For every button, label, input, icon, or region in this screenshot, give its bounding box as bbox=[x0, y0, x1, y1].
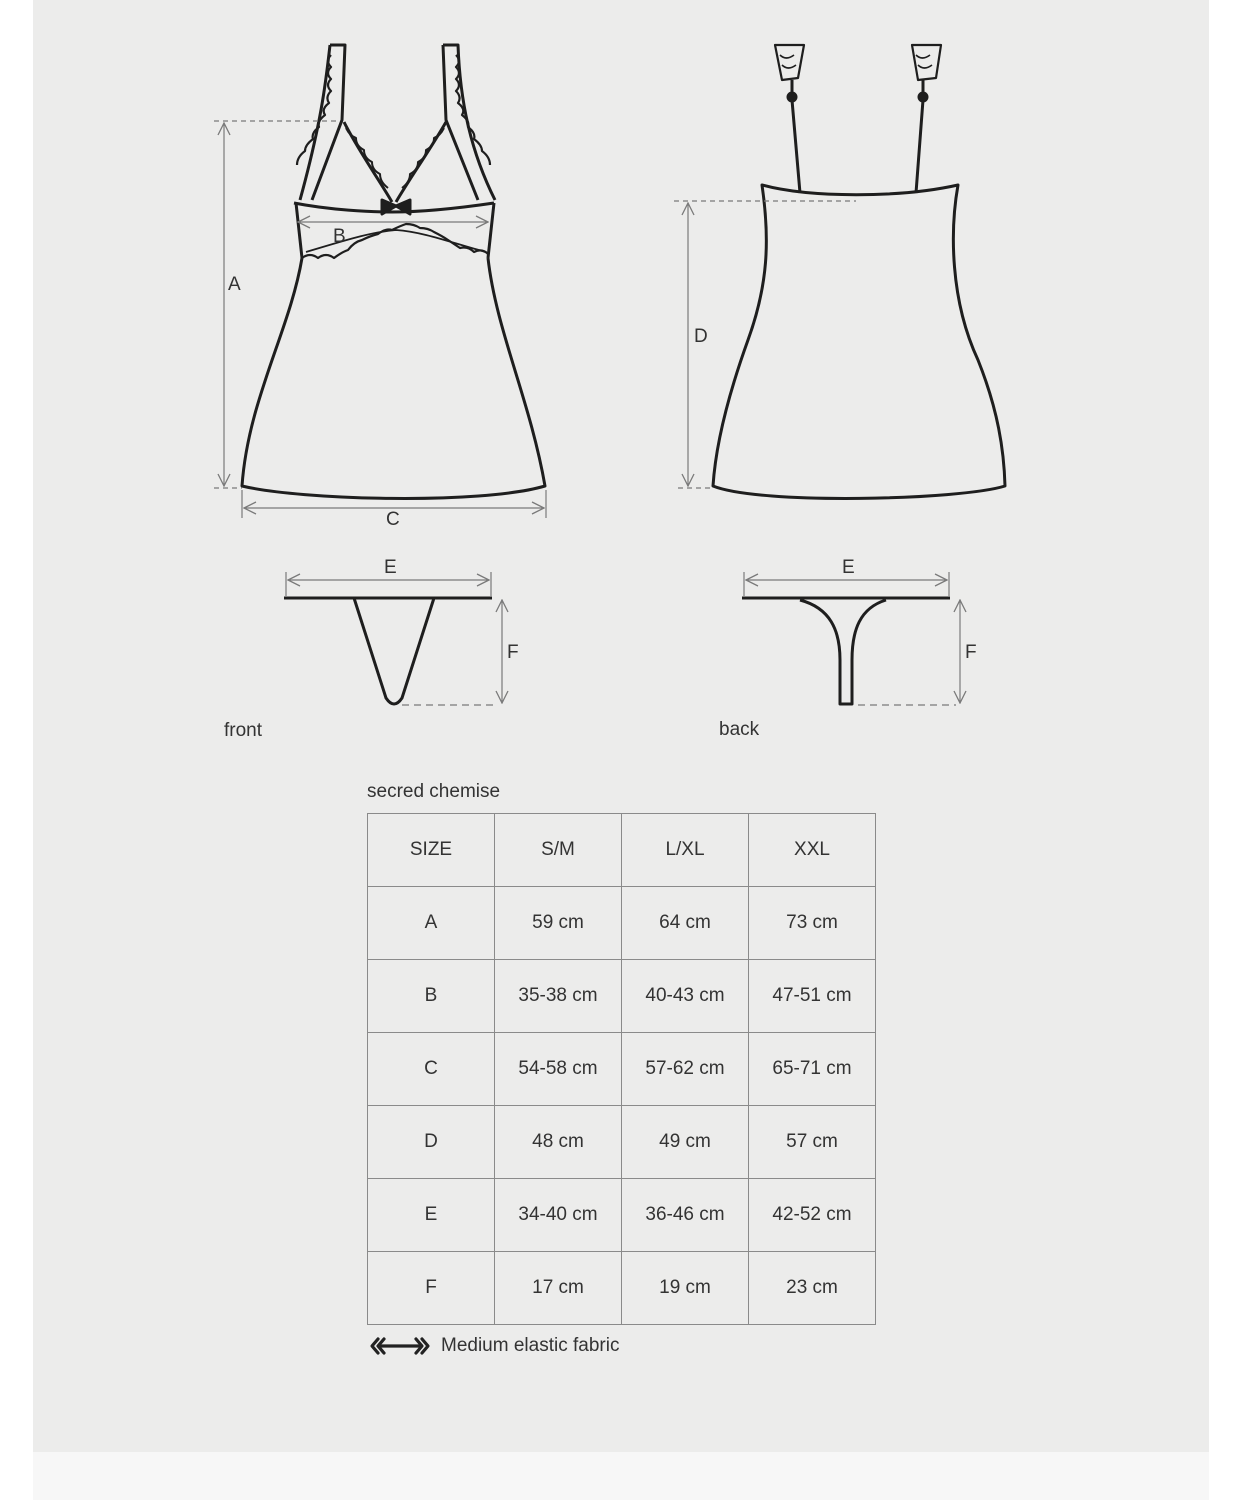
row-label: E bbox=[368, 1179, 495, 1252]
row-label: D bbox=[368, 1106, 495, 1179]
table-row bbox=[368, 1033, 876, 1106]
cell-xxl: 65-71 cm bbox=[749, 1033, 876, 1106]
cell-lxl: 64 cm bbox=[622, 887, 749, 960]
front-view-caption: front bbox=[224, 720, 263, 741]
table-row bbox=[368, 1252, 876, 1325]
header-cell-size: SIZE bbox=[368, 814, 495, 887]
table-row bbox=[368, 960, 876, 1033]
size-chart-table bbox=[367, 813, 876, 1325]
table-row bbox=[368, 887, 876, 960]
back-view-caption: back bbox=[719, 719, 760, 740]
row-label: A bbox=[368, 887, 495, 960]
cell-sm: 34-40 cm bbox=[495, 1179, 622, 1252]
cell-xxl: 47-51 cm bbox=[749, 960, 876, 1033]
back-thong-drawing bbox=[742, 598, 950, 704]
size-chart-title: secred chemise bbox=[367, 781, 501, 802]
row-label: B bbox=[368, 960, 495, 1033]
cell-sm: 59 cm bbox=[495, 887, 622, 960]
cell-lxl: 57-62 cm bbox=[622, 1033, 749, 1106]
front-chemise-drawing bbox=[242, 45, 545, 498]
cell-xxl: 23 cm bbox=[749, 1252, 876, 1325]
table-row bbox=[368, 1106, 876, 1179]
row-label: F bbox=[368, 1252, 495, 1325]
stretch-arrows-icon bbox=[369, 1336, 431, 1356]
header-cell-xxl: XXL bbox=[749, 814, 876, 887]
cell-lxl: 19 cm bbox=[622, 1252, 749, 1325]
cell-lxl: 36-46 cm bbox=[622, 1179, 749, 1252]
cell-lxl: 40-43 cm bbox=[622, 960, 749, 1033]
row-label: C bbox=[368, 1033, 495, 1106]
cell-lxl: 49 cm bbox=[622, 1106, 749, 1179]
cell-sm: 35-38 cm bbox=[495, 960, 622, 1033]
dimension-label-d: D bbox=[694, 326, 708, 347]
header-cell-lxl: L/XL bbox=[622, 814, 749, 887]
dimension-label-c: C bbox=[386, 509, 400, 530]
table-row bbox=[368, 1179, 876, 1252]
dimension-label-e-front: E bbox=[384, 557, 397, 578]
size-chart-header-row bbox=[368, 814, 876, 887]
cell-xxl: 73 cm bbox=[749, 887, 876, 960]
dimension-label-f-back: F bbox=[965, 642, 977, 663]
cell-sm: 54-58 cm bbox=[495, 1033, 622, 1106]
back-chemise-drawing bbox=[713, 45, 1005, 498]
header-cell-sm: S/M bbox=[495, 814, 622, 887]
dimension-label-b: B bbox=[333, 226, 346, 247]
cell-sm: 48 cm bbox=[495, 1106, 622, 1179]
cell-sm: 17 cm bbox=[495, 1252, 622, 1325]
fabric-note bbox=[369, 1334, 619, 1358]
front-thong-drawing bbox=[284, 598, 492, 704]
cell-xxl: 42-52 cm bbox=[749, 1179, 876, 1252]
dimension-label-e-back: E bbox=[842, 557, 855, 578]
dimension-label-f-front: F bbox=[507, 642, 519, 663]
cell-xxl: 57 cm bbox=[749, 1106, 876, 1179]
dimension-label-a: A bbox=[228, 274, 241, 295]
fabric-note-text: Medium elastic fabric bbox=[441, 1335, 620, 1356]
